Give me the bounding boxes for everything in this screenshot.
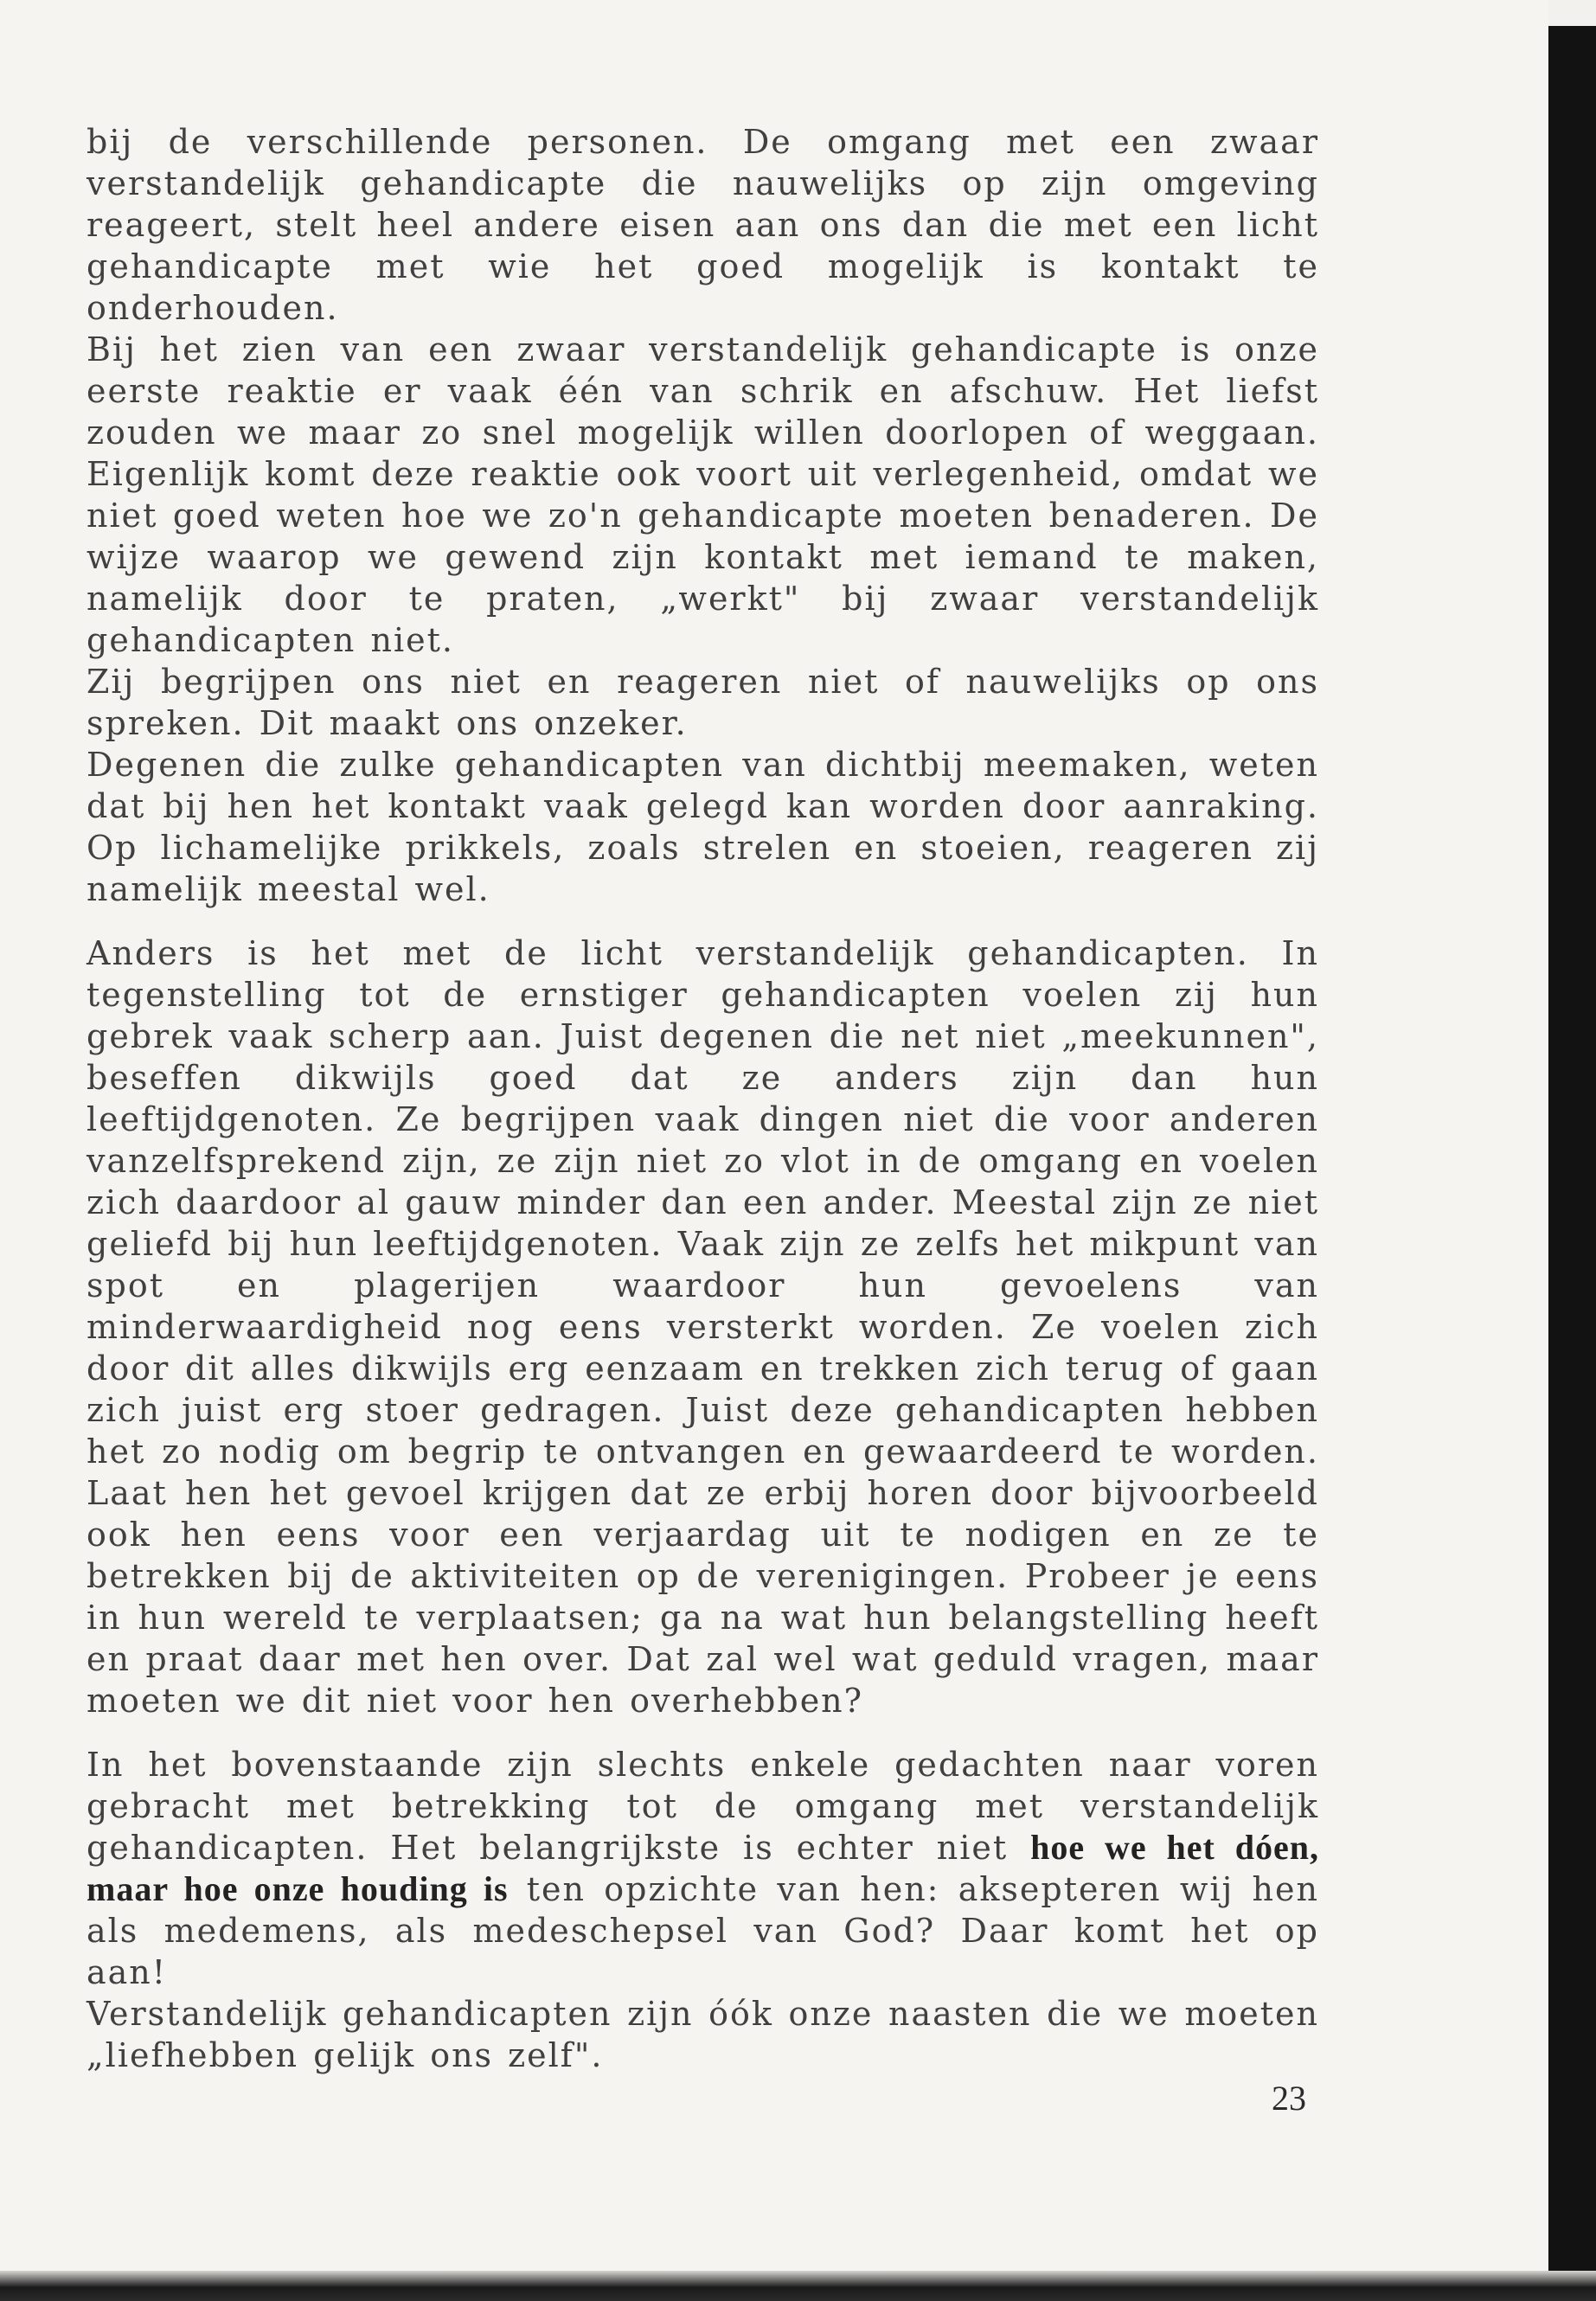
emphasis-text: hoe we het dóen, maar hoe onze houding is <box>87 1828 1319 1908</box>
paragraph-2: Bij het zien van een zwaar verstandelijk gehandicapte is onze eerste reaktie er vaak één van schrik en afschuw. Het liefst zouden we maar zo snel mogelijk willen doorlopen of weggaan. Eigenlijk komt deze reaktie ook voort uit verlegenheid, omdat we niet goed weten hoe we zo'n gehandicapte moeten benaderen. De wijze waarop we gewend zijn kontakt met iemand te maken, namelijk door te praten, „werkt" bij zwaar verstandelijk gehandicapten niet. <box>87 330 1319 659</box>
book-spine-shadow <box>1548 26 1596 2275</box>
paragraph-4: Degenen die zulke gehandicapten van dichtbij meemaken, weten dat bij hen het kontakt vaak gelegd kan worden door aanraking. Op lichamelijke prikkels, zoals strelen en stoeien, reageren zij namelijk meestal wel. <box>87 746 1319 908</box>
body-text <box>87 121 1319 2076</box>
paragraph-5: Anders is het met de licht verstandelijk gehandicapten. In tegenstelling tot de ernstiger gehandicapten voelen zij hun gebrek vaak scherp aan. Juist degenen die net niet „meekunnen", beseffen dikwijls goed dat ze anders zijn dan hun leeftijdgenoten. Ze begrijpen vaak dingen niet die voor anderen vanzelfsprekend zijn, ze zijn niet zo vlot in de omgang en voelen zich daardoor al gauw minder dan een ander. Meestal zijn ze niet geliefd bij hun leeftijdgenoten. Vaak zijn ze zelfs het mikpunt van spot en plagerijen waardoor hun gevoelens van minderwaardigheid nog eens versterkt worden. Ze voelen zich door dit alles dikwijls erg eenzaam en trekken zich terug of gaan zich juist erg stoer gedragen. Juist deze gehandicapten hebben het zo nodig om begrip te ontvangen en gewaardeerd te worden. Laat hen het gevoel krijgen dat ze erbij horen door bijvoorbeeld ook hen eens voor een verjaardag uit te nodigen en ze te betrekken bij de aktiviteiten op de verenigingen. Probeer je eens in hun wereld te verplaatsen; ga na wat hun belangstelling heeft en praat daar met hen over. Dat zal wel wat geduld vragen, maar moeten we dit niet voor hen overhebben? <box>87 934 1319 1720</box>
paragraph-3: Zij begrijpen ons niet en reageren niet of nauwelijks op ons spreken. Dit maakt ons onzeker. <box>87 663 1319 742</box>
closing-paragraph <box>87 1744 1319 1993</box>
scan-bottom-edge <box>0 2271 1596 2301</box>
paragraph-1: bij de verschillende personen. De omgang met een zwaar verstandelijk gehandicapte die nauwelijks op zijn omgeving reageert, stelt heel andere eisen aan ons dan die met een licht gehandicapte met wie het goed mogelijk is kontakt te onderhouden. <box>87 123 1319 327</box>
closing-last-line: Verstandelijk gehandicapten zijn óók onze naasten die we moeten „liefhebben gelijk ons zelf". <box>87 1995 1319 2074</box>
closing-text-start: In het bovenstaande zijn slechts enkele gedachten naar voren gebracht met betrekking tot de omgang met verstandelijk gehandicapten. Het belangrijkste is echter niet <box>87 1746 1319 1867</box>
page-number: 23 <box>1272 2079 1306 2118</box>
closing-text-end: ten opzichte van hen: aksepteren wij hen als medemens, als medeschepsel van God? Daar komt het op aan! <box>87 1870 1319 1991</box>
